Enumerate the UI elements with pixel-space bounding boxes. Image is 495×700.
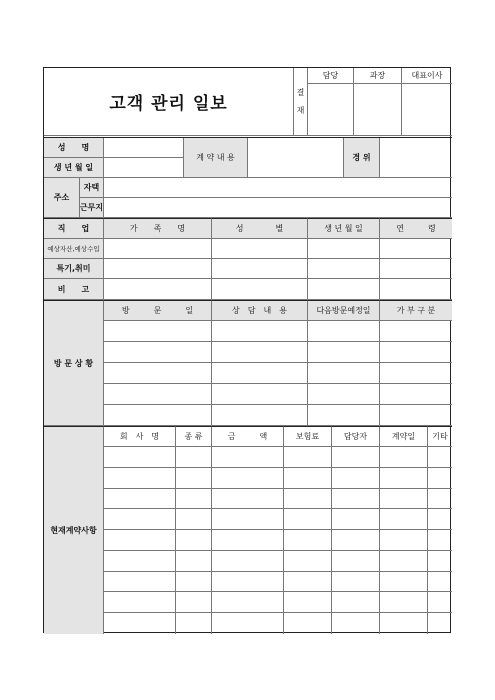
family-cell[interactable] [212,259,308,279]
contract-cell[interactable] [212,613,284,634]
contracts-header-amount: 금 액 [212,426,284,447]
contract-cell[interactable] [104,489,176,510]
contract-cell[interactable] [380,468,428,489]
office-address-label: 근무지 [80,198,104,218]
family-cell[interactable] [380,239,452,259]
family-cell[interactable] [212,279,308,300]
contract-cell[interactable] [428,572,452,593]
office-address-field[interactable] [104,198,452,218]
contract-cell[interactable] [176,530,212,551]
contract-cell[interactable] [284,551,332,572]
visit-cell[interactable] [104,363,212,384]
contract-cell[interactable] [104,530,176,551]
contract-cell[interactable] [428,468,452,489]
birth-label: 생 년 월 일 [44,158,104,178]
visit-cell[interactable] [104,342,212,363]
contract-cell[interactable] [284,509,332,530]
contract-cell[interactable] [212,447,284,468]
family-header-name: 가 족 명 [104,218,212,239]
contract-cell[interactable] [332,551,380,572]
contract-cell[interactable] [428,613,452,634]
contract-cell[interactable] [104,592,176,613]
visit-cell[interactable] [308,384,380,405]
contract-cell[interactable] [104,509,176,530]
approval-role-ceo: 대표이사 [402,68,452,84]
visit-cell[interactable] [212,384,308,405]
visit-cell[interactable] [308,405,380,426]
contract-cell[interactable] [104,551,176,572]
contracts-header-premium: 보험료 [284,426,332,447]
visit-cell[interactable] [212,363,308,384]
home-address-label: 자택 [80,178,104,198]
contract-cell[interactable] [380,613,428,634]
contract-cell[interactable] [284,468,332,489]
contract-cell[interactable] [176,613,212,634]
visit-cell[interactable] [380,321,452,342]
visit-cell[interactable] [308,342,380,363]
visit-cell[interactable] [380,363,452,384]
family-cell[interactable] [104,279,212,300]
contract-cell[interactable] [428,489,452,510]
contract-cell[interactable] [332,447,380,468]
family-header-age: 연 령 [380,218,452,239]
visit-cell[interactable] [308,363,380,384]
contract-cell[interactable] [212,468,284,489]
family-cell[interactable] [212,239,308,259]
customer-management-form [43,67,451,633]
family-cell[interactable] [308,259,380,279]
visit-header-next: 다음방문예정일 [308,300,380,321]
visit-cell[interactable] [380,405,452,426]
visit-header-date: 방 문 일 [104,300,212,321]
family-cell[interactable] [380,259,452,279]
family-row-label-hobby: 특기,취미 [44,259,104,279]
contract-cell[interactable] [428,530,452,551]
visit-cell[interactable] [104,384,212,405]
contract-cell[interactable] [332,468,380,489]
contract-cell[interactable] [176,572,212,593]
visit-header-result: 가 부 구 분 [380,300,452,321]
visit-cell[interactable] [212,321,308,342]
visit-cell[interactable] [212,405,308,426]
family-row-label-notes: 비 고 [44,279,104,300]
visit-header-content: 상 담 내 용 [212,300,308,321]
contract-cell[interactable] [284,489,332,510]
contracts-header-agent: 담당자 [332,426,380,447]
visit-cell[interactable] [104,321,212,342]
approval-role-manager: 과장 [354,68,402,84]
family-header-gender: 성 별 [212,218,308,239]
contract-cell[interactable] [284,613,332,634]
contract-cell[interactable] [332,613,380,634]
family-row-label-assets: 예상자산,예상수입 [44,239,104,259]
contracts-section-label: 현재계약사항 [44,426,104,634]
contract-cell[interactable] [332,530,380,551]
approval-label [294,68,308,136]
contract-cell[interactable] [284,447,332,468]
contract-cell[interactable] [212,572,284,593]
home-address-field[interactable] [104,178,452,198]
contracts-header-type: 종 류 [176,426,212,447]
contract-label: 계 약 내 용 [184,138,248,178]
visit-cell[interactable] [380,342,452,363]
birth-field[interactable] [104,158,184,178]
contract-cell[interactable] [428,509,452,530]
visit-cell[interactable] [212,342,308,363]
name-field[interactable] [104,138,184,158]
approval-role-staff: 담당 [308,68,354,84]
family-cell[interactable] [308,239,380,259]
visit-cell[interactable] [308,321,380,342]
approval-label-top: 결 [296,87,305,97]
contract-cell[interactable] [380,489,428,510]
visit-section-label: 방 문 상 황 [44,300,104,426]
contract-cell[interactable] [104,613,176,634]
family-header-birth: 생 년 월 일 [308,218,380,239]
visit-cell[interactable] [104,405,212,426]
contracts-header-etc: 기타 [428,426,452,447]
contract-cell[interactable] [212,489,284,510]
contract-cell[interactable] [380,592,428,613]
address-label: 주소 [44,178,80,218]
contract-cell[interactable] [284,592,332,613]
contract-cell[interactable] [428,551,452,572]
contract-cell[interactable] [212,530,284,551]
contract-cell[interactable] [380,551,428,572]
contract-cell[interactable] [380,509,428,530]
contracts-header-company: 회 사 명 [104,426,176,447]
contract-cell[interactable] [284,572,332,593]
family-header-job: 직 업 [44,218,104,239]
contract-cell[interactable] [332,509,380,530]
career-field[interactable] [380,138,452,178]
contract-cell[interactable] [212,551,284,572]
approval-sign-ceo[interactable] [402,84,452,136]
contract-cell[interactable] [332,572,380,593]
contract-cell[interactable] [428,447,452,468]
family-cell[interactable] [308,279,380,300]
contract-cell[interactable] [176,592,212,613]
career-label: 경 위 [344,138,380,178]
form-title: 고객 관리 일보 [44,68,294,136]
contract-field[interactable] [248,138,344,178]
approval-label-bottom: 재 [296,105,305,115]
contract-cell[interactable] [380,530,428,551]
name-label: 성 명 [44,138,104,158]
visit-cell[interactable] [380,384,452,405]
approval-sign-manager[interactable] [354,84,402,136]
contract-cell[interactable] [176,509,212,530]
contract-cell[interactable] [104,468,176,489]
contract-cell[interactable] [332,489,380,510]
contract-cell[interactable] [332,592,380,613]
contract-cell[interactable] [428,592,452,613]
contract-cell[interactable] [104,572,176,593]
contract-cell[interactable] [176,489,212,510]
contract-cell[interactable] [176,551,212,572]
contract-cell[interactable] [284,530,332,551]
contract-cell[interactable] [212,509,284,530]
contract-cell[interactable] [104,447,176,468]
contract-cell[interactable] [380,447,428,468]
contract-cell[interactable] [380,572,428,593]
contract-cell[interactable] [176,468,212,489]
contracts-header-date: 계약일 [380,426,428,447]
family-cell[interactable] [104,239,212,259]
contract-cell[interactable] [212,592,284,613]
family-cell[interactable] [104,259,212,279]
contract-cell[interactable] [176,447,212,468]
family-cell[interactable] [380,279,452,300]
approval-sign-staff[interactable] [308,84,354,136]
